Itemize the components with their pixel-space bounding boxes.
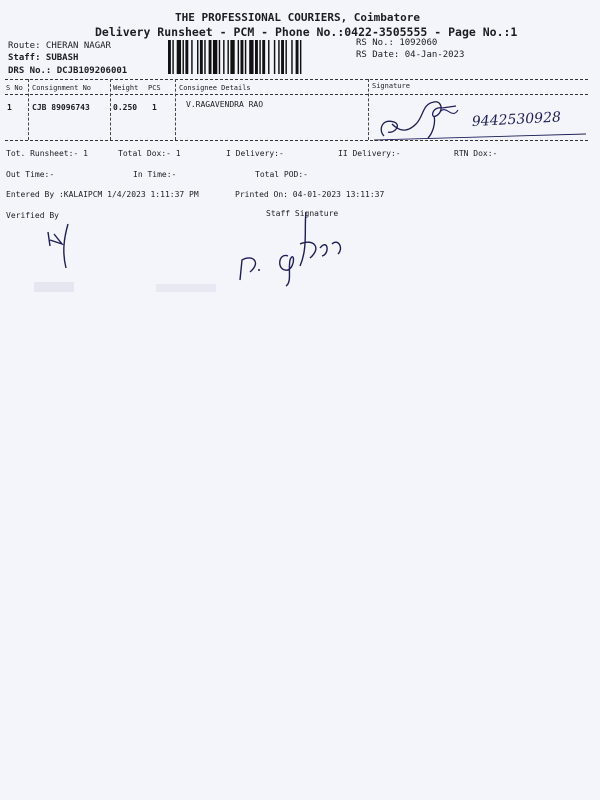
barcode-bar	[262, 40, 265, 74]
barcode-bar	[285, 40, 286, 74]
entered-by: Entered By :KALAIPCM 1/4/2023 1:11:37 PM	[6, 190, 199, 199]
rs-number: RS No.: 1092060	[356, 38, 438, 48]
runsheet-title: Delivery Runsheet - PCM - Phone No.:0422-3505555 - Page No.:1	[95, 25, 518, 39]
barcode-bar	[238, 40, 239, 74]
barcode-bar	[191, 40, 192, 74]
row-sno: 1	[7, 103, 12, 112]
barcode-bar	[291, 40, 292, 74]
barcode-bar	[183, 40, 184, 74]
barcode-bar	[259, 40, 260, 74]
row-weight: 0.250	[113, 103, 138, 112]
scan-smudge	[34, 282, 74, 292]
barcode-bar	[245, 40, 246, 74]
verified-by-label: Verified By	[6, 211, 59, 220]
table-top-rule	[5, 79, 588, 80]
verified-signature-icon	[40, 220, 100, 280]
barcode-bar	[168, 40, 171, 74]
in-time: In Time:-	[133, 170, 177, 179]
barcode-bar	[227, 40, 228, 74]
barcode-bar	[268, 40, 269, 74]
staff-signature-label: Staff Signature	[266, 209, 339, 218]
col-header-weight: Weight	[113, 84, 139, 92]
barcode-bar	[213, 40, 217, 74]
barcode-bar	[177, 40, 181, 74]
route-label: Route: CHERAN NAGAR	[8, 41, 111, 51]
rs-date: RS Date: 04-Jan-2023	[356, 50, 465, 60]
total-pod: Total POD:-	[255, 170, 308, 179]
barcode-bar	[300, 40, 301, 74]
handwritten-phone: 9442530928	[471, 109, 562, 131]
barcode-icon	[168, 40, 346, 74]
row-pcs: 1	[152, 103, 157, 112]
out-time: Out Time:-	[6, 170, 55, 179]
col-header-signature: Signature	[372, 82, 410, 90]
rtn-dox: RTN Dox:-	[454, 149, 498, 158]
col-divider	[28, 79, 29, 140]
barcode-bar	[223, 40, 224, 74]
barcode-bar	[219, 40, 220, 74]
barcode-bar	[241, 40, 244, 74]
drs-label: DRS No.: DCJB109206001	[8, 66, 128, 76]
barcode-bar	[209, 40, 212, 74]
total-runsheet: Tot. Runsheet:- 1	[6, 149, 88, 158]
row-consignment: CJB 89096743	[32, 103, 90, 112]
col-divider	[175, 79, 176, 140]
barcode-bar	[204, 40, 205, 74]
handwritten-signature-icon	[372, 94, 587, 144]
col-header-pcs: PCS	[148, 84, 161, 92]
barcode-bar	[296, 40, 299, 74]
barcode-bar	[274, 40, 275, 74]
barcode-bar	[172, 40, 173, 74]
ii-delivery: II Delivery:-	[338, 149, 401, 158]
staff-label: Staff: SUBASH	[8, 53, 79, 63]
i-delivery: I Delivery:-	[226, 149, 284, 158]
staff-handwritten-signature-icon	[234, 208, 354, 288]
barcode-bar	[185, 40, 188, 74]
scan-smudge	[156, 284, 216, 292]
barcode-bar	[197, 40, 198, 74]
col-header-consignment: Consignment No	[32, 84, 92, 92]
total-dox: Total Dox:- 1	[118, 149, 181, 158]
row-consignee: V.RAGAVENDRA RAO	[186, 100, 264, 109]
barcode-bar	[281, 40, 284, 74]
barcode-bar	[278, 40, 279, 74]
col-header-consignee: Consignee Details	[179, 84, 251, 92]
barcode-bar	[249, 40, 253, 74]
barcode-bar	[200, 40, 203, 74]
barcode-bar	[255, 40, 258, 74]
col-divider	[110, 79, 111, 140]
printed-on: Printed On: 04-01-2023 13:11:37	[235, 190, 385, 199]
table-bottom-rule	[5, 140, 588, 141]
col-header-sno: S No	[6, 84, 23, 92]
barcode-bar	[230, 40, 234, 74]
company-name: THE PROFESSIONAL COURIERS, Coimbatore	[175, 11, 421, 24]
col-divider	[368, 79, 369, 140]
